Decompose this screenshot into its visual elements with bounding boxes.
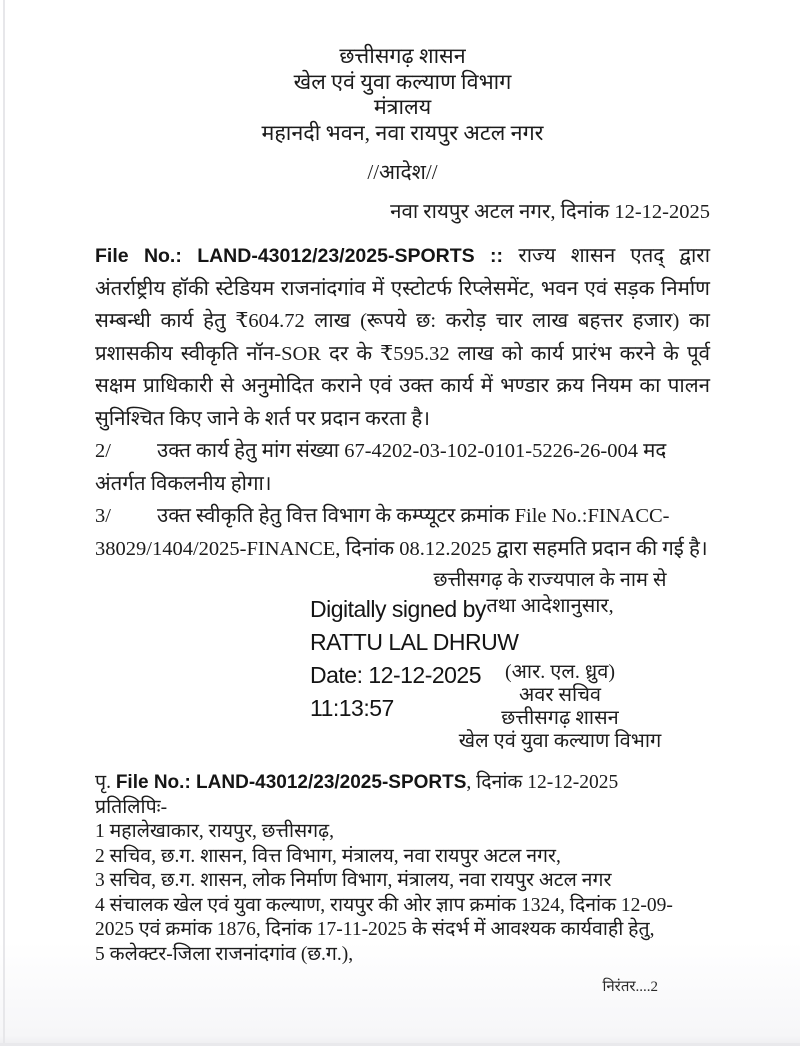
endorsement-file-suffix: , दिनांक 12-12-2025 bbox=[466, 772, 619, 793]
paragraph-2 bbox=[95, 435, 710, 500]
letterhead-department: खेल एवं युवा कल्याण विभाग bbox=[293, 69, 512, 94]
copy-to-label: प्रतिलिपिः- bbox=[95, 796, 168, 818]
paragraph-1 bbox=[95, 240, 710, 435]
authority-by-order: तथा आदेशानुसार, bbox=[486, 595, 614, 617]
digital-signature-date: Date: 12-12-2025 bbox=[310, 662, 482, 688]
letterhead-office: मंत्रालय bbox=[373, 95, 432, 119]
endorsement-file-number: File No.: LAND-43012/23/2025-SPORTS bbox=[115, 772, 467, 793]
paragraph-3 bbox=[95, 500, 710, 565]
copy-recipient-5: 5 कलेक्टर-जिला राजनांदगांव (छ.ग.), bbox=[95, 943, 354, 965]
paragraph-1-text: राज्य शासन एतद् द्वारा अंतर्राष्ट्रीय हॉकी स्टेडियम राजनांदगांव में एस्टोटर्फ रिप्लेसमेंट, भवन एवं सड़क निर्माण सम्बन्धी कार्य हेतु ₹604.72 लाख (रूपये छ: करोड़ चार लाख बहत्तर हजार) का प्रशासकीय स्वीकृति नॉन-SOR दर के ₹595.32 लाख को कार्य प्रारंभ करने के पूर्व सक्षम प्राधिकारी से अनुमोदित कराने एवं उक्त कार्य में भण्डार क्रय नियम का पालन सुनिश्चित किए जाने के शर्त पर प्रदान करता है। bbox=[95, 245, 710, 430]
digital-signature-time: 11:13:57 bbox=[310, 695, 394, 721]
endorsement-section bbox=[0, 765, 800, 1000]
authority-on-behalf: छत्तीसगढ़ के राज्यपाल के नाम से bbox=[433, 569, 667, 591]
letterhead bbox=[95, 44, 710, 146]
digital-signature-line-1: Digitally signed by bbox=[310, 596, 486, 622]
signatory-government: छत्तीसगढ़ शासन bbox=[501, 707, 619, 729]
signatory-block bbox=[440, 661, 680, 753]
signatory-name: (आर. एल. ध्रुव) bbox=[505, 661, 615, 683]
paragraph-3-number: 3/ bbox=[95, 505, 111, 527]
paragraph-3-text: उक्त स्वीकृति हेतु वित्त विभाग के कम्प्यूटर क्रमांक File No.:FINACC-38029/1404/2025-FINANCE, दिनांक 08.12.2025 द्वारा सहमति प्रदान की गई है। bbox=[95, 505, 708, 560]
copy-recipient-2: 2 सचिव, छ.ग. शासन, वित्त विभाग, मंत्रालय, नवा रायपुर अटल नगर, bbox=[95, 845, 561, 867]
file-number: File No.: LAND-43012/23/2025-SPORTS bbox=[95, 245, 475, 267]
letterhead-address: महानदी भवन, नवा रायपुर अटल नगर bbox=[261, 120, 544, 145]
place-date-line: नवा रायपुर अटल नगर, दिनांक 12-12-2025 bbox=[390, 201, 710, 223]
authority-statement bbox=[425, 567, 675, 619]
signatory-department: खेल एवं युवा कल्याण विभाग bbox=[458, 730, 662, 752]
signature-section bbox=[0, 565, 800, 765]
endorsement-file-line bbox=[95, 771, 710, 796]
endorsement-file-prefix: पृ. bbox=[95, 772, 116, 793]
continuation-marker: निरंतर....2 bbox=[602, 979, 658, 995]
signatory-designation: अवर सचिव bbox=[518, 684, 602, 706]
order-title: //आदेश// bbox=[367, 160, 438, 184]
paper-left-edge bbox=[3, 0, 5, 1046]
paragraph-2-text: उक्त कार्य हेतु मांग संख्या 67-4202-03-102-0101-5226-26-004 मद अंतर्गत विकलनीय होगा। bbox=[95, 440, 667, 495]
file-number-separator: :: bbox=[474, 245, 519, 267]
copy-recipient-4: 4 संचालक खेल एवं युवा कल्याण, रायपुर की ओर ज्ञाप क्रमांक 1324, दिनांक 12-09-2025 एवं क्रमांक 1876, दिनांक 17-11-2025 के संदर्भ में आवश्यक कार्यवाही हेतु, bbox=[95, 894, 673, 940]
paragraph-2-number: 2/ bbox=[95, 440, 111, 462]
letterhead-government: छत्तीसगढ़ शासन bbox=[339, 44, 466, 68]
copy-recipient-1: 1 महालेखाकार, रायपुर, छत्तीसगढ़, bbox=[95, 821, 335, 842]
digital-signature-signer-name: RATTU LAL DHRUW bbox=[310, 629, 519, 655]
copy-recipient-3: 3 सचिव, छ.ग. शासन, लोक निर्माण विभाग, मंत्रालय, नवा रायपुर अटल नगर bbox=[95, 870, 612, 891]
